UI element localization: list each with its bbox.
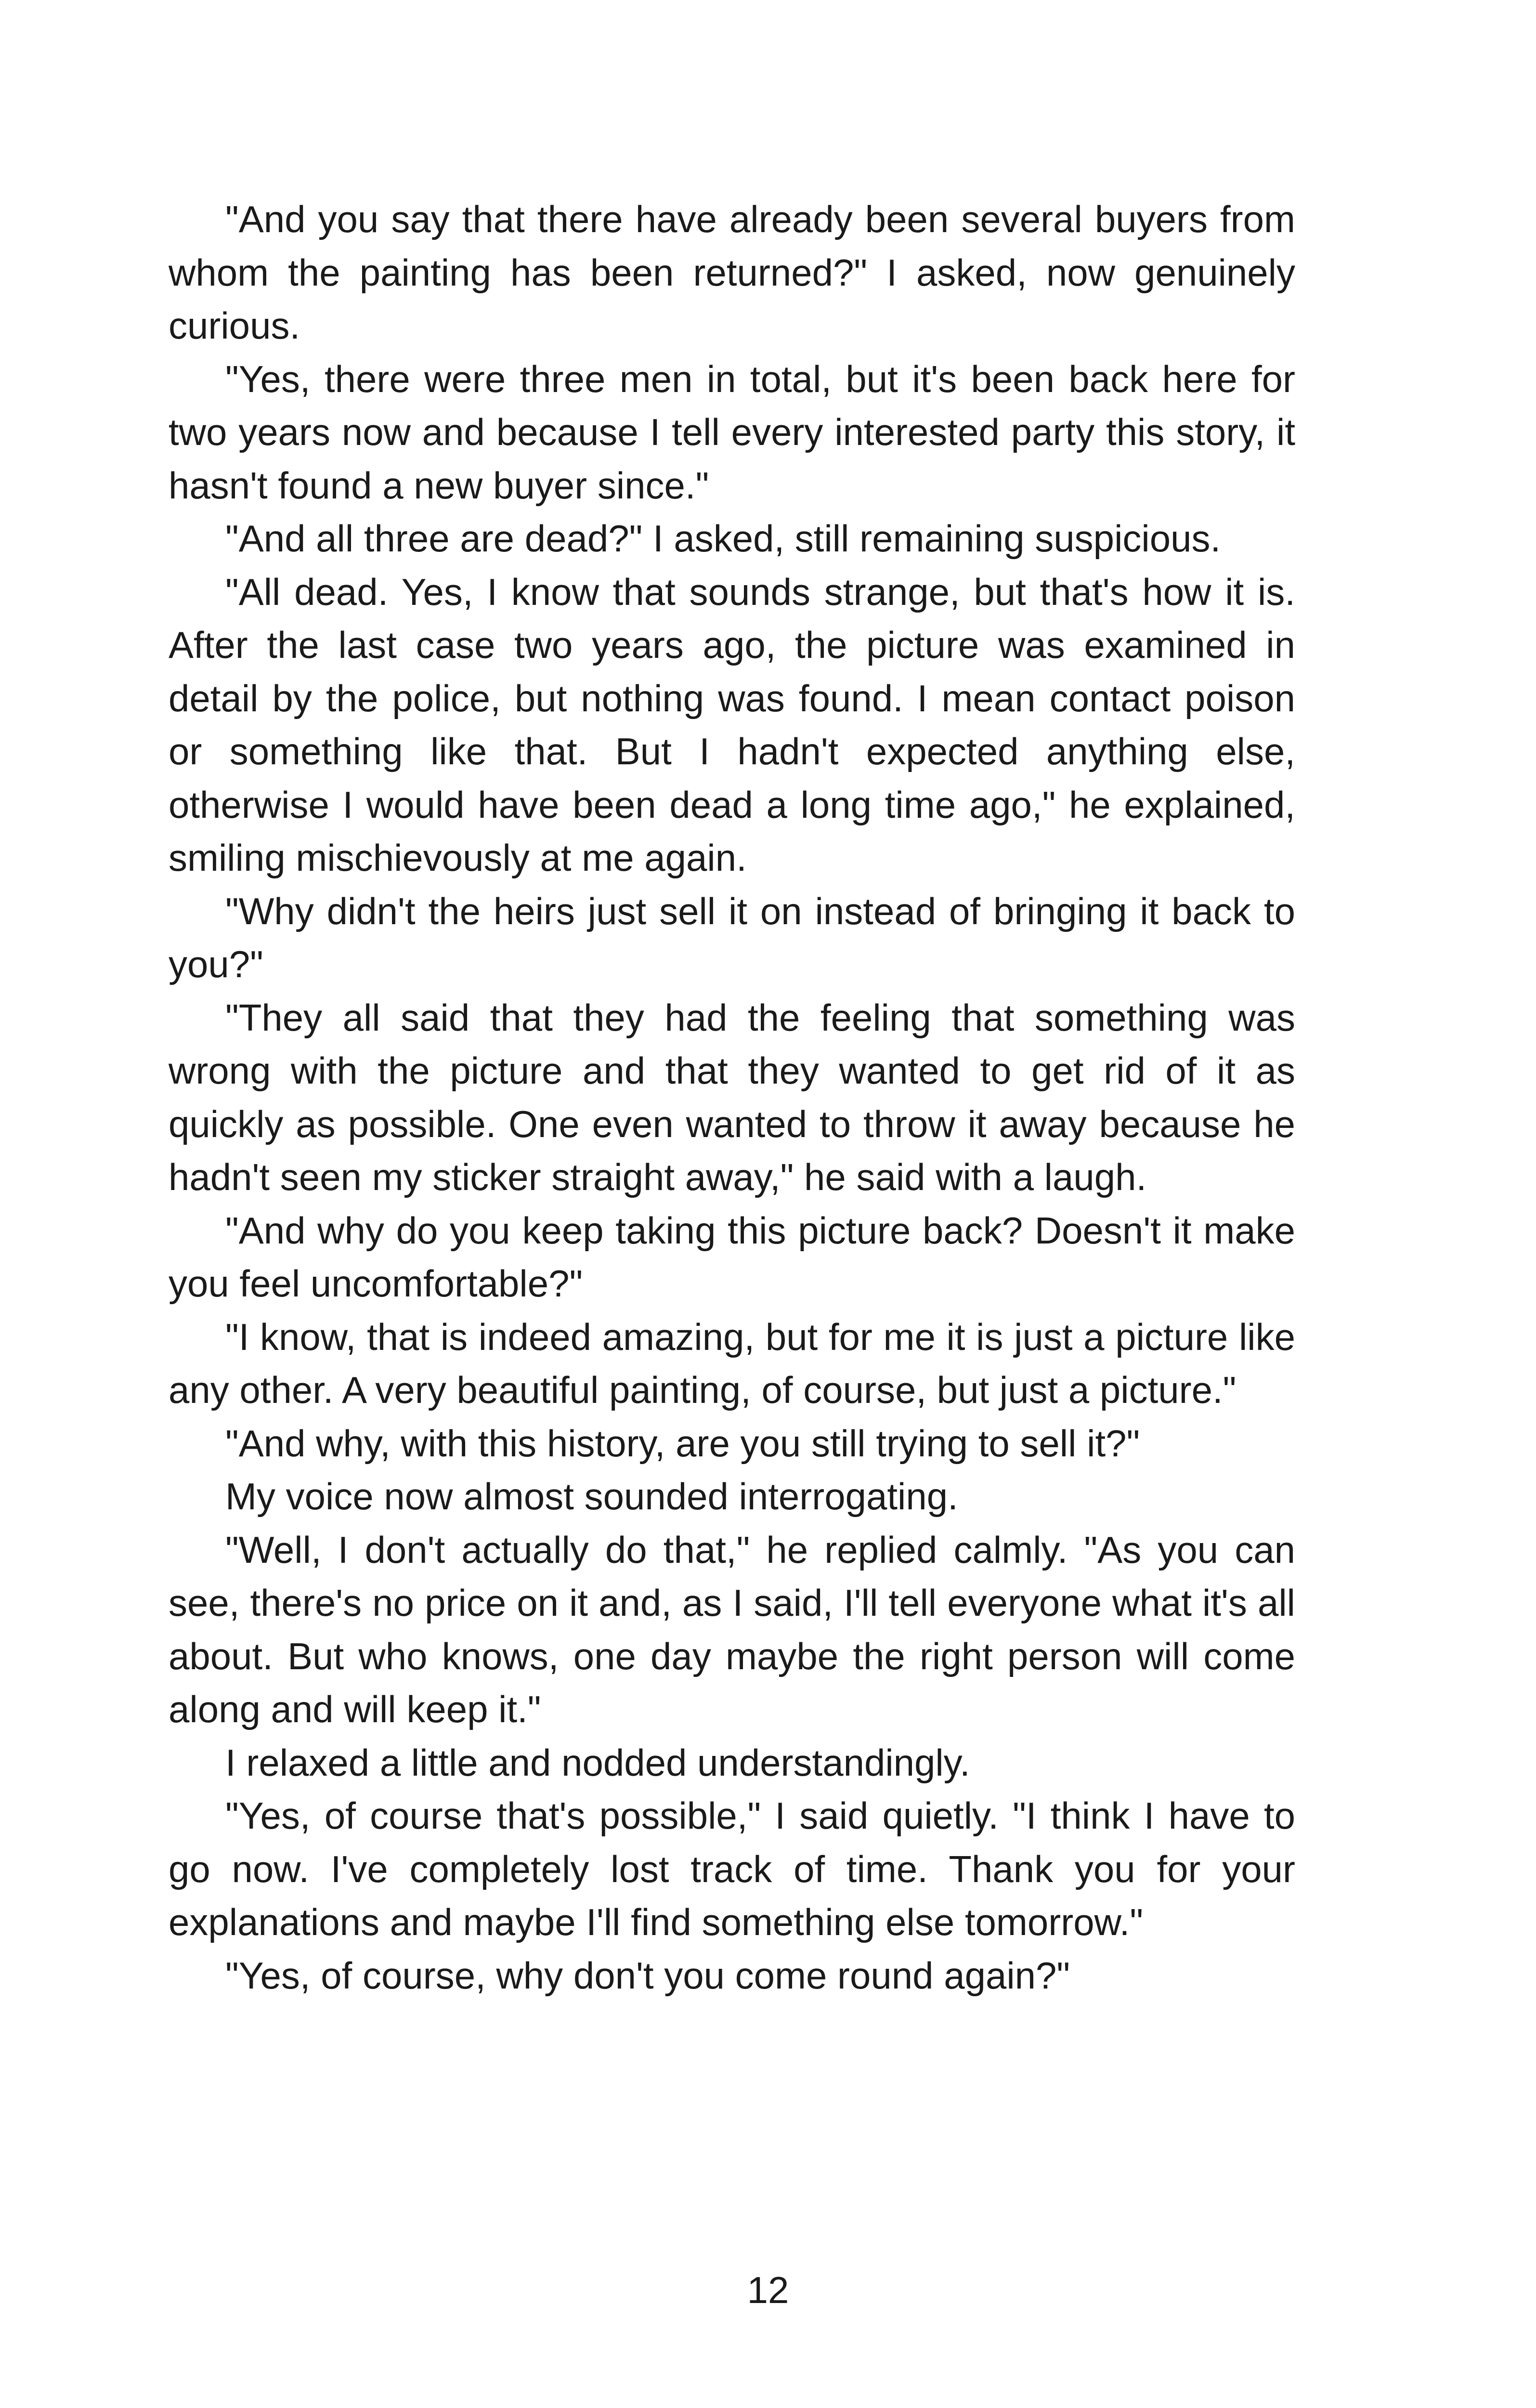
paragraph: "All dead. Yes, I know that sounds strange, but that's how it is. After the last case two years ago, the picture was examined in detail by the police, but nothing was found. I mean contact poison or something like that. But I hadn't expected anything else, otherwise I would have been dead a long time ago," he explained, smiling mischievously at me again. bbox=[169, 570, 1295, 879]
paragraph: "I know, that is indeed amazing, but for me it is just a picture like any other. A very beautiful painting, of course, but just a picture." bbox=[169, 1315, 1295, 1411]
paragraph: "Why didn't the heirs just sell it on instead of bringing it back to you?" bbox=[169, 890, 1295, 985]
paragraph: "Yes, of course, why don't you come round again?" bbox=[225, 1954, 1070, 1997]
paragraph: "And all three are dead?" I asked, still remaining suspicious. bbox=[225, 517, 1221, 560]
paragraph: I relaxed a little and nodded understandingly. bbox=[225, 1741, 970, 1784]
paragraph: "They all said that they had the feeling that something was wrong with the picture and that they wanted to get rid of it as quickly as possible. One even wanted to throw it away because he hadn't seen my sticker straight away," he said with a laugh. bbox=[169, 996, 1295, 1198]
body-text bbox=[169, 193, 1295, 2002]
paragraph: "And why do you keep taking this picture back? Doesn't it make you feel uncomfortable?" bbox=[169, 1209, 1295, 1305]
paragraph: "And you say that there have already been several buyers from whom the painting has been returned?" I asked, now genuinely curious. bbox=[169, 198, 1295, 347]
paragraph: "Well, I don't actually do that," he replied calmly. "As you can see, there's no price on it and, as I said, I'll tell everyone what it's all about. But who knows, one day maybe the right person will come along and will keep it." bbox=[169, 1528, 1295, 1730]
paragraph: "Yes, there were three men in total, but it's been back here for two years now and because I tell every interested party this story, it hasn't found a new buyer since." bbox=[169, 357, 1295, 507]
paragraph: My voice now almost sounded interrogating. bbox=[225, 1475, 958, 1518]
paragraph: "Yes, of course that's possible," I said quietly. "I think I have to go now. I've completely lost track of time. Thank you for your explanations and maybe I'll find something else tomorrow." bbox=[169, 1794, 1295, 1943]
page-number: 12 bbox=[747, 2269, 789, 2311]
paragraph: "And why, with this history, are you still trying to sell it?" bbox=[225, 1422, 1140, 1465]
